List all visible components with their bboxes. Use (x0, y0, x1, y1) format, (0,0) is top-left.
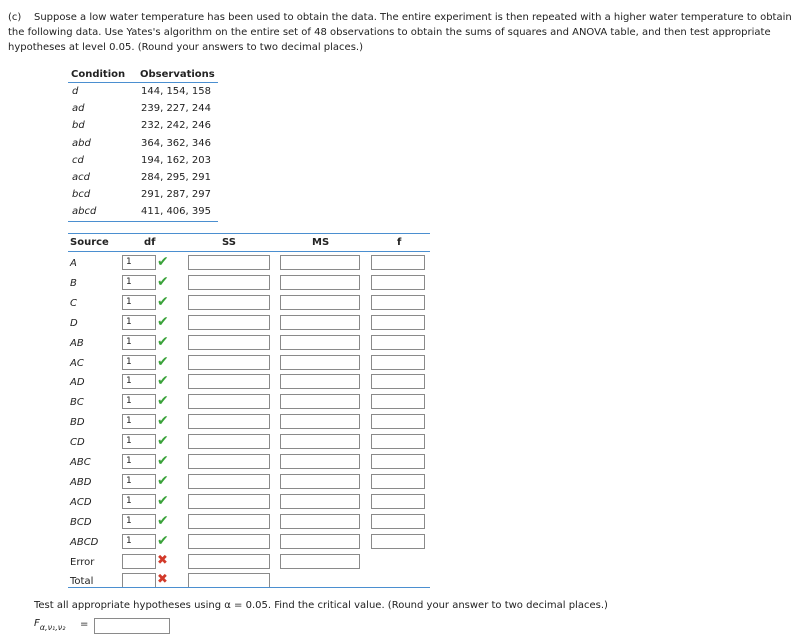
check-icon: ✔ (157, 313, 169, 330)
df-input[interactable] (122, 255, 156, 270)
df-value: 1 (126, 535, 132, 546)
ss-input[interactable] (188, 295, 270, 310)
ss-input[interactable] (188, 454, 270, 469)
condition-row (68, 100, 218, 117)
check-icon: ✔ (157, 472, 169, 489)
df-input[interactable] (122, 514, 156, 529)
condition-row (68, 152, 218, 169)
df-value: 1 (126, 495, 132, 506)
anova-row (68, 532, 430, 552)
source-label: Error (70, 556, 95, 568)
f-input[interactable] (371, 434, 425, 449)
ss-header: SS (222, 237, 236, 248)
source-label: ABD (70, 476, 92, 488)
anova-row (68, 333, 430, 353)
df-value: 1 (126, 456, 132, 466)
ms-input[interactable] (280, 414, 360, 429)
anova-row (68, 313, 430, 333)
check-icon: ✔ (157, 512, 169, 529)
anova-row (68, 353, 430, 373)
ss-input[interactable] (188, 434, 270, 449)
df-value: 1 (126, 475, 132, 486)
condition-cell: acd (72, 172, 90, 184)
df-input[interactable] (122, 295, 156, 310)
condition-cell: ad (72, 103, 85, 115)
df-value: 1 (126, 316, 132, 327)
ss-input[interactable] (188, 554, 270, 569)
source-label: ABCD (70, 536, 99, 548)
df-value: 1 (126, 336, 132, 347)
ms-header: MS (312, 237, 330, 248)
f-subscript: α,ν₁,ν₂ (39, 623, 66, 632)
condition-row (68, 169, 218, 186)
ms-input[interactable] (280, 275, 360, 290)
ms-input[interactable] (280, 454, 360, 469)
observations-cell: 284, 295, 291 (141, 172, 211, 184)
f-symbol: F (34, 618, 40, 629)
source-label: BD (70, 417, 85, 429)
df-input[interactable] (122, 434, 156, 449)
f-input[interactable] (371, 255, 425, 270)
condition-row (68, 83, 218, 101)
f-input[interactable] (371, 494, 425, 509)
f-input[interactable] (371, 474, 425, 489)
df-input[interactable] (122, 454, 156, 469)
anova-row (68, 552, 430, 572)
source-label: BCD (70, 516, 92, 528)
observations-header: Observations (137, 66, 218, 83)
df-value: 1 (126, 356, 132, 367)
ss-input[interactable] (188, 474, 270, 489)
df-input[interactable] (122, 374, 156, 389)
df-input[interactable] (122, 554, 156, 569)
df-input[interactable] (122, 355, 156, 370)
df-value: 1 (126, 436, 132, 447)
hypothesis-instructions: Test all appropriate hypotheses using α = 0.05. Find the critical value. (Round your answer to two decimal places.) (34, 600, 608, 611)
source-header: Source (70, 237, 109, 248)
ss-input[interactable] (188, 335, 270, 350)
f-input[interactable] (371, 414, 425, 429)
df-input[interactable] (122, 414, 156, 429)
ss-input[interactable] (188, 394, 270, 409)
ms-input[interactable] (280, 295, 360, 310)
ms-input[interactable] (280, 534, 360, 549)
ss-input[interactable] (188, 374, 270, 389)
ss-input[interactable] (188, 414, 270, 429)
observations-cell: 291, 287, 297 (141, 189, 211, 201)
anova-row (68, 412, 430, 432)
question-prompt (8, 10, 798, 55)
df-value: 1 (126, 396, 132, 407)
f-input[interactable] (371, 394, 425, 409)
check-icon: ✔ (157, 254, 169, 270)
source-label: C (70, 297, 77, 309)
condition-cell: abd (72, 137, 91, 149)
ms-input[interactable] (280, 514, 360, 529)
ss-input[interactable] (188, 275, 270, 290)
f-input[interactable] (371, 374, 425, 389)
df-input[interactable] (122, 335, 156, 350)
ss-input[interactable] (188, 315, 270, 330)
anova-row (68, 253, 430, 273)
source-label: AD (70, 377, 85, 389)
df-value: 1 (126, 515, 132, 526)
table-bottom-rule (68, 587, 430, 588)
condition-cell: d (72, 86, 79, 98)
ms-input[interactable] (280, 434, 360, 449)
observations-cell: 364, 362, 346 (141, 137, 211, 149)
condition-cell: bd (72, 120, 85, 132)
ms-input[interactable] (280, 494, 360, 509)
f-input[interactable] (371, 275, 425, 290)
source-label: ABC (70, 457, 91, 468)
source-label: CD (70, 437, 85, 449)
df-value: 1 (126, 296, 132, 307)
ms-input[interactable] (280, 394, 360, 409)
source-label: B (70, 277, 77, 289)
f-input[interactable] (371, 335, 425, 350)
df-value: 1 (126, 276, 132, 287)
ms-input[interactable] (280, 474, 360, 489)
check-icon: ✔ (157, 453, 169, 469)
df-value: 1 (126, 416, 132, 427)
critical-value-input[interactable] (94, 618, 170, 634)
anova-row (68, 571, 430, 591)
df-input[interactable] (122, 394, 156, 409)
source-label: AC (70, 357, 84, 369)
prompt-text: Suppose a low water temperature has been used to obtain the data. The entire experiment is then repeated with a higher water temperature to obtain the following data. Use Yates's algorithm on the entire set of 48 observations to obtain the sums of squares and ANOVA table, and then test appropriate hypotheses at level 0.05. (Round your answers to two decimal places.) (8, 12, 792, 53)
df-value: 1 (126, 257, 132, 267)
ms-input[interactable] (280, 355, 360, 370)
equals-sign: = (80, 619, 89, 630)
df-header: df (144, 237, 156, 248)
anova-row (68, 472, 430, 492)
condition-header: Condition (68, 66, 137, 83)
observations-cell: 239, 227, 244 (141, 103, 211, 115)
critical-value-label (34, 618, 89, 632)
f-input[interactable] (371, 355, 425, 370)
observations-cell: 194, 162, 203 (141, 154, 211, 166)
source-label: ACD (70, 496, 92, 508)
ms-input[interactable] (280, 315, 360, 330)
condition-row (68, 117, 218, 134)
check-icon: ✔ (157, 413, 169, 430)
source-label: A (70, 258, 77, 269)
cross-icon: ✖ (157, 552, 168, 568)
condition-row (68, 186, 218, 203)
ms-input[interactable] (280, 255, 360, 270)
f-input[interactable] (371, 534, 425, 549)
anova-row (68, 512, 430, 532)
source-label: Total (70, 576, 94, 588)
condition-cell: abcd (68, 203, 137, 221)
anova-row (68, 273, 430, 293)
check-icon: ✔ (157, 433, 169, 450)
check-icon: ✔ (157, 273, 169, 290)
condition-cell: bcd (72, 189, 91, 201)
ms-input[interactable] (280, 374, 360, 389)
ms-input[interactable] (280, 554, 360, 569)
anova-row (68, 432, 430, 452)
f-input[interactable] (371, 315, 425, 330)
observations-cell: 232, 242, 246 (141, 120, 211, 132)
source-label: BC (70, 397, 84, 409)
ss-input[interactable] (188, 355, 270, 370)
source-label: D (70, 317, 78, 329)
conditions-table (68, 66, 218, 222)
df-value: 1 (126, 376, 132, 387)
check-icon: ✔ (157, 333, 169, 350)
check-icon: ✔ (157, 492, 169, 509)
ms-input[interactable] (280, 335, 360, 350)
check-icon: ✔ (157, 373, 169, 390)
df-input[interactable] (122, 315, 156, 330)
check-icon: ✔ (157, 532, 169, 549)
df-input[interactable] (122, 275, 156, 290)
anova-row (68, 392, 430, 412)
check-icon: ✔ (157, 293, 169, 310)
observations-cell: 144, 154, 158 (141, 86, 211, 98)
condition-cell: cd (72, 154, 84, 166)
check-icon: ✔ (157, 353, 169, 370)
f-input[interactable] (371, 514, 425, 529)
condition-row (68, 203, 218, 221)
check-icon: ✔ (157, 393, 169, 410)
condition-row (68, 135, 218, 152)
df-input[interactable] (122, 534, 156, 549)
f-input[interactable] (371, 295, 425, 310)
anova-row (68, 293, 430, 313)
part-label: (c) (8, 12, 22, 23)
df-input[interactable] (122, 474, 156, 489)
anova-row (68, 372, 430, 392)
df-input[interactable] (122, 494, 156, 509)
anova-row (68, 492, 430, 512)
observations-cell: 411, 406, 395 (137, 203, 218, 221)
f-header: f (397, 237, 402, 248)
f-input[interactable] (371, 454, 425, 469)
ss-input[interactable] (188, 255, 270, 270)
anova-header (68, 233, 430, 252)
anova-row (68, 452, 430, 472)
source-label: AB (70, 337, 84, 349)
ss-input[interactable] (188, 534, 270, 549)
ss-input[interactable] (188, 494, 270, 509)
cross-icon: ✖ (157, 572, 168, 588)
ss-input[interactable] (188, 514, 270, 529)
